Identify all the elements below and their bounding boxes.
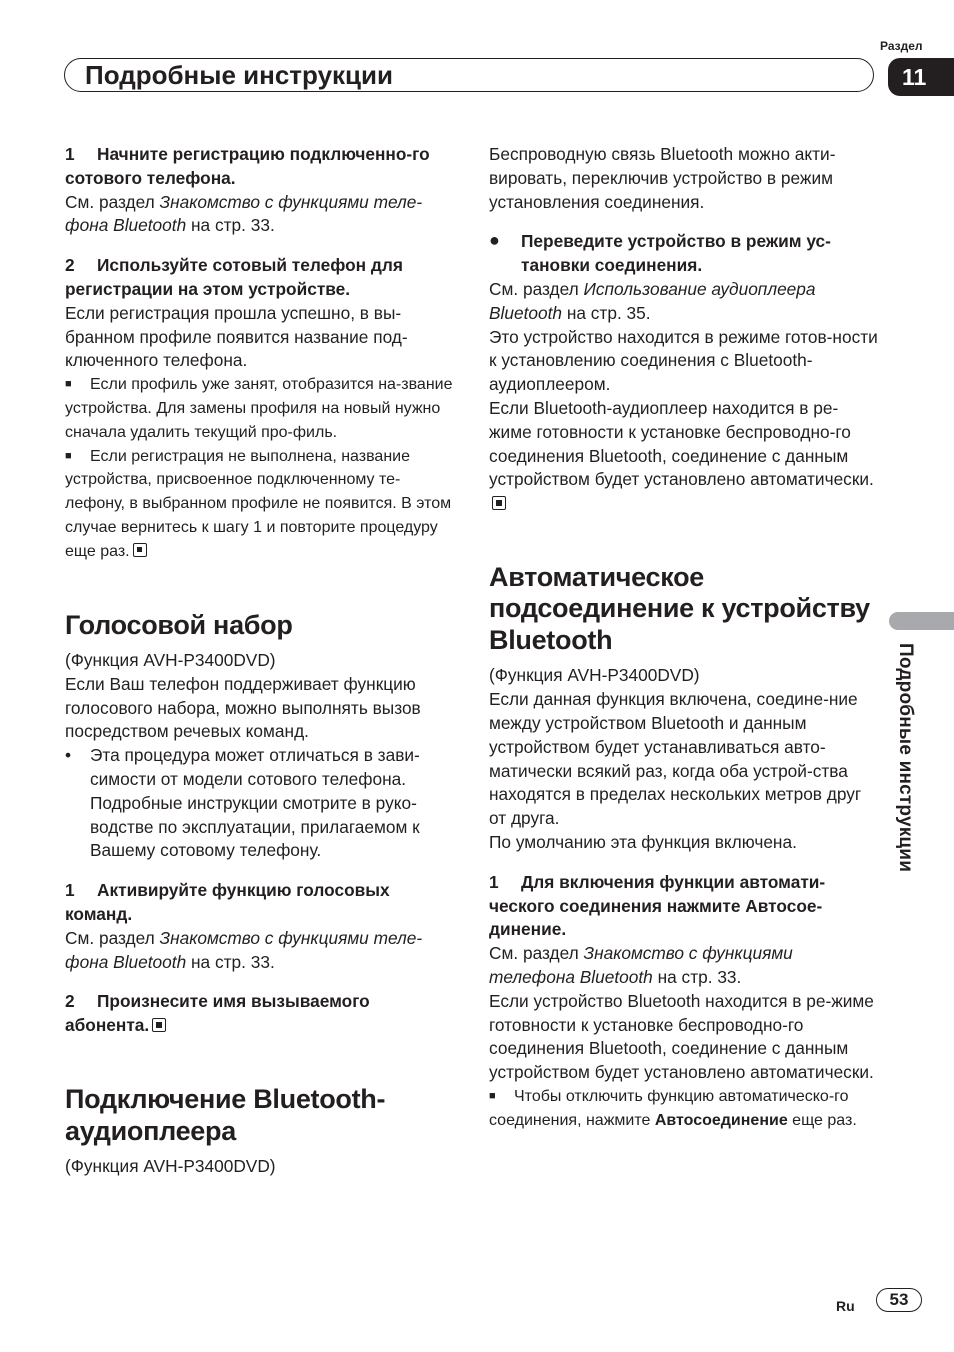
end-mark-icon: [152, 1018, 166, 1032]
page-header-title: Подробные инструкции: [85, 60, 393, 90]
reference-text: См. раздел Знакомство с функциями теле-фона Bluetooth на стр. 33.: [65, 927, 423, 972]
language-code: Ru: [836, 1298, 855, 1314]
note-item: ■ Если регистрация не выполнена, название устройства, присвоенное подключенному те-лефону, в выбранном профиле не появится. В этом случае вернитесь к шагу 1 и повторите процедуру еще раз.: [65, 445, 455, 564]
body-text: По умолчанию эта функция включена.: [489, 832, 797, 853]
left-column: [65, 143, 455, 1179]
note-item: ■ Чтобы отключить функцию автоматическо-го соединения, нажмите Автосоединение еще раз.: [489, 1085, 879, 1133]
square-bullet-icon: ■: [65, 378, 72, 391]
step-heading: 1 Начните регистрацию подключенно-го сотового телефона.: [65, 144, 430, 188]
side-tab-marker: [889, 612, 954, 630]
body-text: Это устройство находится в режиме готов-ности к установлению соединения с Bluetooth-аудиоплеером.: [489, 326, 878, 395]
page-number: 53: [876, 1288, 922, 1312]
reference-link[interactable]: Знакомство с функциями теле-фона Bluetooth: [65, 191, 423, 236]
step-heading: 1 Активируйте функцию голосовых команд.: [65, 880, 390, 925]
body-text: Если регистрация прошла успешно, в вы-бранном профиле появится название под-ключенного телефона.: [65, 302, 408, 371]
square-bullet-icon: ■: [489, 1090, 496, 1102]
body-text: Беспроводную связь Bluetooth можно акти-вировать, переключив устройство в режим установления соединения.: [489, 144, 836, 212]
note-item: ■ Если профиль уже занят, отобразится на-звание устройства. Для замены профиля на новый нужно сначала удалить текущий про-филь.: [65, 373, 455, 444]
function-note: (Функция AVH-P3400DVD): [65, 1156, 276, 1176]
reference-link[interactable]: Знакомство с функциями теле-фона Bluetooth: [65, 927, 423, 972]
step-heading: 2 Произнесите имя вызываемого абонента.: [65, 991, 370, 1036]
body-text: Если Bluetooth-аудиоплеер находится в ре-жиме готовности к установке беспроводно-го соединения Bluetooth, соединение с данным устройством будет установлено автоматически.: [489, 397, 879, 516]
bullet-dot-icon: ●: [489, 230, 500, 251]
section-label: Раздел: [880, 39, 923, 53]
square-bullet-icon: ■: [65, 449, 72, 462]
reference-text: См. раздел Знакомство с функциями телефона Bluetooth на стр. 33.: [489, 943, 793, 988]
function-note: (Функция AVH-P3400DVD): [65, 650, 276, 671]
end-mark-icon: [133, 543, 147, 557]
reference-link[interactable]: Знакомство с функциями телефона Bluetooth: [489, 943, 793, 988]
reference-link[interactable]: Использование аудиоплеера Bluetooth: [489, 278, 816, 323]
section-heading: Автоматическое подсоединение к устройству Bluetooth: [489, 561, 870, 655]
right-column: [489, 143, 879, 1133]
section-number-tab: 11: [888, 58, 954, 96]
body-text: Если Ваш телефон поддерживает функцию голосового набора, можно выполнять вызов посредством речевых команд.: [65, 673, 421, 742]
header-bar: [64, 58, 874, 92]
section-heading: Подключение Bluetooth-аудиоплеера: [65, 1084, 386, 1146]
end-mark-icon: [492, 496, 506, 510]
bullet-item: • Эта процедура может отличаться в зави-симости от модели сотового телефона. Подробные инструкции смотрите в руко-водстве по эксплуатации, прилагаемом к Вашему сотовому телефону.: [65, 745, 420, 861]
reference-text: См. раздел Знакомство с функциями теле-фона Bluetooth на стр. 33.: [65, 191, 423, 236]
step-heading: 1 Для включения функции автомати-ческого соединения нажмите Автосое-динение.: [489, 871, 826, 940]
side-section-title: Подробные инструкции: [895, 643, 916, 873]
bullet-dot-icon: •: [65, 745, 72, 766]
function-note: (Функция AVH-P3400DVD): [489, 665, 700, 686]
step-heading: 2 Используйте сотовый телефон для регистрации на этом устройстве.: [65, 255, 403, 299]
bullet-step-heading: ● Переведите устройство в режим ус-тановки соединения.: [489, 230, 831, 276]
reference-text: См. раздел Использование аудиоплеера Bluetooth на стр. 35.: [489, 278, 816, 323]
body-text: Если устройство Bluetooth находится в ре-жиме готовности к установке беспроводно-го соединения Bluetooth, соединение с данным устройством будет установлено автоматически.: [489, 990, 874, 1083]
body-text: Если данная функция включена, соедине-ние между устройством Bluetooth и данным устройством будет устанавливаться авто-матически всякий раз, когда оба устрой-ства находятся в пределах нескольких метров друг от друга.: [489, 689, 862, 829]
section-heading: Голосовой набор: [65, 609, 293, 640]
